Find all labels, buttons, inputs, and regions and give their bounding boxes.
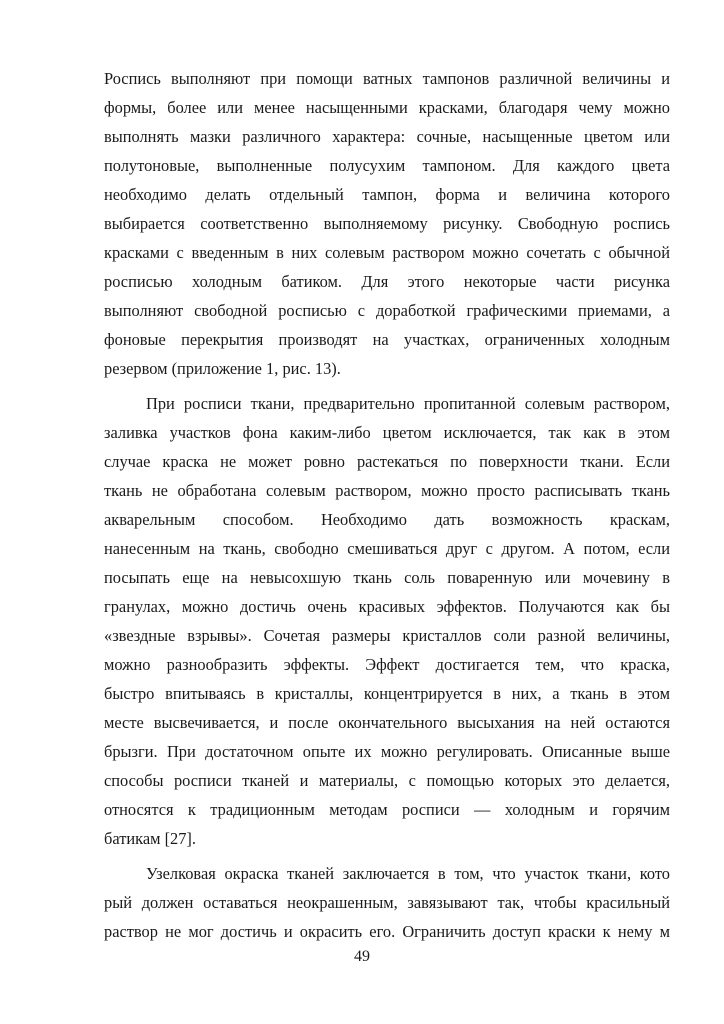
text-line: полутоновые, выполненные полусухим тампоном. Для каждого цвета	[104, 156, 670, 175]
text-line: росписью холодным батиком. Для этого некоторые части рисунка	[104, 272, 670, 291]
text-line: акварельным способом. Необходимо дать возможность краскам,	[104, 510, 670, 529]
text-line: красками с введенным в них солевым раствором можно сочетать с обычной	[104, 243, 670, 262]
text-line: относятся к традиционным методам росписи — холодным и горячим	[104, 800, 670, 819]
text-line: рый должен оставаться неокрашенным, завязывают так, чтобы красильный	[104, 893, 670, 912]
text-line: фоновые перекрытия производят на участках, ограниченных холодным	[104, 330, 670, 349]
text-line: способы росписи тканей и материалы, с помощью которых это делается,	[104, 771, 670, 790]
text-line: месте высвечивается, и после окончательного высыхания на ней остаются	[104, 713, 670, 732]
text-line: раствор не мог достичь и окрасить его. Ограничить доступ краски к нему м	[104, 922, 670, 941]
text-line: посыпать еще на невысохшую ткань соль поваренную или мочевину в	[104, 568, 670, 587]
text-line: случае краска не может ровно растекаться по поверхности ткани. Если	[104, 452, 670, 471]
text-line: «звездные взрывы». Сочетая размеры кристаллов соли разной величины,	[104, 626, 670, 645]
text-line: выполняют свободной росписью с доработкой графическими приемами, а	[104, 301, 670, 320]
text-line: При росписи ткани, предварительно пропитанной солевым раствором,	[146, 394, 670, 413]
text-line: формы, более или менее насыщенными красками, благодаря чему можно	[104, 98, 670, 117]
text-line: можно разнообразить эффекты. Эффект достигается тем, что краска,	[104, 655, 670, 674]
text-line: резервом (приложение 1, рис. 13).	[104, 359, 341, 378]
text-line: выполнять мазки различного характера: сочные, насыщенные цветом или	[104, 127, 670, 146]
text-line: Роспись выполняют при помощи ватных тампонов различной величины и	[104, 69, 670, 88]
text-line: брызги. При достаточном опыте их можно регулировать. Описанные выше	[104, 742, 670, 761]
text-line: выбирается соответственно выполняемому рисунку. Свободную роспись	[104, 214, 670, 233]
text-line: заливка участков фона каким-либо цветом исключается, так как в этом	[104, 423, 670, 442]
text-line: гранулах, можно достичь очень красивых эффектов. Получаются как бы	[104, 597, 670, 616]
text-line: необходимо делать отдельный тампон, форма и величина которого	[104, 185, 670, 204]
text-line: нанесенным на ткань, свободно смешиваться друг с другом. А потом, если	[104, 539, 670, 558]
text-line: Узелковая окраска тканей заключается в том, что участок ткани, кото	[146, 864, 670, 883]
text-line: батикам [27].	[104, 829, 196, 848]
text-line: ткань не обработана солевым раствором, можно просто расписывать ткань	[104, 481, 670, 500]
text-line: быстро впитываясь в кристаллы, концентрируется в них, а ткань в этом	[104, 684, 670, 703]
page-number: 49	[354, 948, 370, 965]
